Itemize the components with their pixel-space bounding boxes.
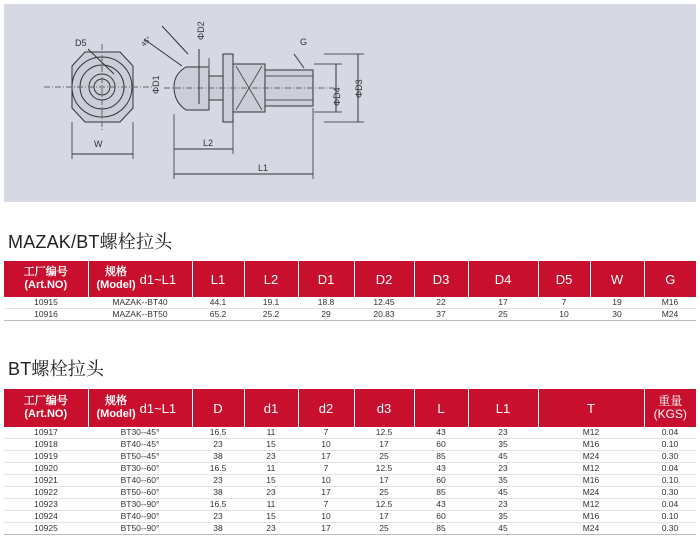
table-cell: 17 [354,475,414,487]
label-l2: L2 [203,138,214,148]
table-cell: 38 [192,487,244,499]
table-cell: 85 [414,523,468,535]
header-d: D [192,389,244,427]
table-cell: 17 [298,487,354,499]
header-t: T [538,389,644,427]
header-l1: L1 [468,389,538,427]
table-cell: 29 [298,309,354,321]
table-cell: M24 [538,487,644,499]
header-g: G [644,261,696,297]
table-cell: M16 [538,475,644,487]
table-cell: 0.10 [644,511,696,523]
label-d5: D5 [75,38,87,48]
table-cell: M24 [538,523,644,535]
table-cell: 0.04 [644,427,696,439]
header-art-no: 工厂编号 (Art.NO) [4,389,88,427]
table-cell: 0.30 [644,487,696,499]
table-cell: 0.30 [644,523,696,535]
table-cell: 35 [468,475,538,487]
table-cell: BT50--90° [88,523,192,535]
table-header-row [4,261,696,297]
table-row [4,499,696,511]
table-cell: M16 [644,297,696,309]
table-cell: BT40--60° [88,475,192,487]
table-cell: 30 [590,309,644,321]
table-cell: BT50--45° [88,451,192,463]
table-cell: M12 [538,427,644,439]
label-g: G [300,37,308,47]
table-cell: MAZAK--BT50 [88,309,192,321]
table-cell: 37 [414,309,468,321]
label-phi-d4: ΦD4 [332,87,342,106]
table-cell: 22 [414,297,468,309]
table-cell: BT30--45° [88,427,192,439]
header-d2: D2 [354,261,414,297]
table-cell: 25 [354,523,414,535]
table-cell: 23 [468,463,538,475]
header-weight: 重量 (KGS) [644,389,696,427]
table-cell: 43 [414,499,468,511]
table-cell: 15 [244,511,298,523]
table-cell: M16 [538,439,644,451]
table-cell: 45 [468,451,538,463]
table-cell: 10918 [4,439,88,451]
table-row [4,523,696,535]
table-row [4,309,696,321]
label-phi-d2: ΦD2 [196,21,206,40]
table-cell: 10916 [4,309,88,321]
table-cell: 19.1 [244,297,298,309]
table-cell: 0.04 [644,463,696,475]
label-phi-d3: ΦD3 [354,79,364,98]
label-angle: 45° [140,35,153,49]
table-cell: 60 [414,511,468,523]
table-cell: 15 [244,439,298,451]
label-l1: L1 [258,163,269,173]
table-cell: 10925 [4,523,88,535]
header-l1: L1 [192,261,244,297]
header-l: L [414,389,468,427]
table-cell: 12.45 [354,297,414,309]
table-row [4,487,696,499]
table-cell: 44.1 [192,297,244,309]
header-w: W [590,261,644,297]
table-cell: 12.5 [354,499,414,511]
table-cell: 23 [468,499,538,511]
table-cell: 17 [354,439,414,451]
table-row [4,475,696,487]
table-row [4,439,696,451]
header-model: 规格 (Model) d1~L1 [88,261,192,297]
table-row [4,511,696,523]
table-cell: 60 [414,439,468,451]
header-model: 规格 (Model) d1~L1 [88,389,192,427]
header-d3: D3 [414,261,468,297]
table-cell: 19 [590,297,644,309]
table-cell: MAZAK--BT40 [88,297,192,309]
table-cell: 0.04 [644,499,696,511]
table-cell: 25 [354,451,414,463]
table-cell: 0.10 [644,439,696,451]
table-cell: 25 [354,487,414,499]
table-cell: 25.2 [244,309,298,321]
table-cell: 10 [298,439,354,451]
table-cell: 16.5 [192,499,244,511]
table-cell: 11 [244,427,298,439]
bt-table [4,389,696,535]
table-cell: M12 [538,499,644,511]
table-cell: 7 [298,499,354,511]
pull-stud-drawing [4,4,696,202]
table-cell: 11 [244,463,298,475]
table-cell: 17 [298,523,354,535]
table-cell: 10 [538,309,590,321]
table-cell: 7 [298,463,354,475]
table-cell: 0.10 [644,475,696,487]
table-cell: 10924 [4,511,88,523]
table-cell: 23 [244,523,298,535]
table-cell: 10919 [4,451,88,463]
table-cell: 10 [298,475,354,487]
table-cell: 10921 [4,475,88,487]
table-cell: 12.5 [354,427,414,439]
header-l2: L2 [244,261,298,297]
table-cell: 43 [414,463,468,475]
label-w: W [94,139,103,149]
label-phi-d1: ΦD1 [151,75,161,94]
table-cell: 23 [244,487,298,499]
table-cell: M24 [538,451,644,463]
table-cell: 10915 [4,297,88,309]
technical-drawing [4,4,696,202]
table-cell: 23 [192,439,244,451]
table-cell: 16.5 [192,427,244,439]
table-cell: BT30--90° [88,499,192,511]
header-d4: D4 [468,261,538,297]
mazak-bt-table [4,261,696,321]
table-row [4,427,696,439]
table-cell: 10 [298,511,354,523]
table-cell: 85 [414,487,468,499]
table-cell: 35 [468,439,538,451]
table-cell: M16 [538,511,644,523]
table-cell: 7 [298,427,354,439]
table-row [4,297,696,309]
table-cell: 17 [298,451,354,463]
table-header-row [4,389,696,427]
table-cell: 10923 [4,499,88,511]
table-cell: BT40--45° [88,439,192,451]
table-cell: 23 [192,511,244,523]
table-cell: 38 [192,523,244,535]
table-cell: BT40--90° [88,511,192,523]
table-cell: 10922 [4,487,88,499]
table-cell: BT50--60° [88,487,192,499]
header-d1: d1 [244,389,298,427]
header-d5: D5 [538,261,590,297]
table-cell: 23 [192,475,244,487]
table-cell: 25 [468,309,538,321]
table-cell: 65.2 [192,309,244,321]
section-title-bt: BT螺栓拉头 [8,359,105,379]
table-cell: 43 [414,427,468,439]
table-cell: 11 [244,499,298,511]
table-cell: 45 [468,487,538,499]
table-cell: 45 [468,523,538,535]
header-d2: d2 [298,389,354,427]
table-cell: 20.83 [354,309,414,321]
table-cell: 15 [244,475,298,487]
table-cell: BT30--60° [88,463,192,475]
table-cell: 17 [468,297,538,309]
table-cell: 17 [354,511,414,523]
table-row [4,451,696,463]
table-cell: 10920 [4,463,88,475]
header-d3: d3 [354,389,414,427]
table-cell: 35 [468,511,538,523]
header-d1: D1 [298,261,354,297]
table-cell: 7 [538,297,590,309]
table-cell: 0.30 [644,451,696,463]
table-cell: 60 [414,475,468,487]
table-cell: 18.8 [298,297,354,309]
table-cell: 16.5 [192,463,244,475]
table-cell: 85 [414,451,468,463]
table-cell: M24 [644,309,696,321]
table-cell: 10917 [4,427,88,439]
table-cell: 38 [192,451,244,463]
table-cell: 23 [244,451,298,463]
table-cell: 12.5 [354,463,414,475]
section-title-mazak-bt: MAZAK/BT螺栓拉头 [8,232,173,252]
table-row [4,463,696,475]
table-cell: M12 [538,463,644,475]
header-art-no: 工厂编号 (Art.NO) [4,261,88,297]
table-cell: 23 [468,427,538,439]
